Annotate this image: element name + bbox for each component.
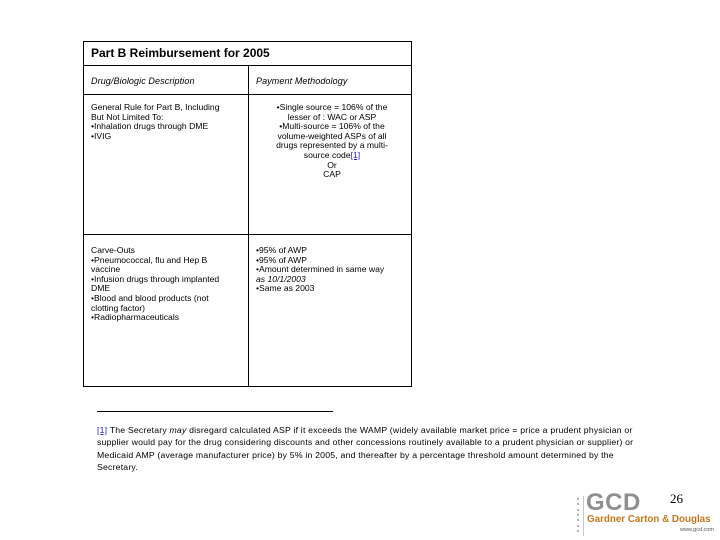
row-2-payment-line: •Amount determined in same way <box>256 264 385 275</box>
page-number: 26 <box>670 491 683 506</box>
row-2-payment-line: •95% of AWP <box>256 245 307 255</box>
row-1-payment-line: lesser of : WAC or ASP <box>287 111 377 122</box>
row-1-payment-line: •Multi-source = 106% of the <box>279 121 385 132</box>
table-title: Part B Reimbursement for 2005 <box>84 42 411 66</box>
row-2-description-line: DME <box>91 283 111 294</box>
footnote-emphasis: may <box>169 425 187 435</box>
row-1-description <box>91 103 220 141</box>
row-1-description-line: •IVIG <box>91 130 112 141</box>
reimbursement-table <box>83 41 412 387</box>
row-2-payment-line: as 10/1/2003 <box>256 273 306 284</box>
row-1-payment-line: Or <box>327 159 337 170</box>
firm-logo <box>575 489 720 540</box>
row-2-description-line: Carve-Outs <box>91 245 135 255</box>
row-2-payment <box>256 246 384 294</box>
logo-website: www.gcd.com <box>680 527 714 533</box>
footnote-ref-link[interactable]: [1] <box>97 425 108 435</box>
logo-dots <box>575 498 581 532</box>
footnote-link[interactable]: [1] <box>350 149 361 160</box>
row-1-payment-line: volume-weighted ASPs of all <box>277 130 387 141</box>
footnote-text-rest: disregard calculated ASP if it exceeds the WAMP (widely available market price = price a prudent physician or supplier would pay for the drug considering discounts and other concessions routinely available to a prudent physician or supplier) or Medicaid AMP (average manufacturer price) by 5% in 2005, and thereafter by a percentage threshold amount determined by the Secretary. <box>97 425 634 473</box>
row-1-description-line: •Inhalation drugs through DME <box>91 121 209 132</box>
row-2-payment-line: •Same as 2003 <box>256 283 315 294</box>
row-1-payment <box>250 103 414 180</box>
row-2-description-line: vaccine <box>91 264 121 275</box>
row-1-payment-text: source code <box>303 149 351 160</box>
row-1-payment-line: CAP <box>323 169 341 180</box>
logo-divider <box>583 496 584 536</box>
row-2-description-line: •Blood and blood products (not <box>91 292 209 303</box>
row-1-description-line: General Rule for Part B, Including <box>91 102 220 112</box>
logo-mark: GCD <box>586 489 641 516</box>
footnote-text: The Secretary <box>107 425 170 435</box>
header-drug-description: Drug/Biologic Description <box>91 76 195 86</box>
row-1-payment-line: •Single source = 106% of the <box>276 102 388 112</box>
row-1-description-line: But Not Limited To: <box>91 111 164 122</box>
footnote-rule <box>97 411 333 412</box>
header-divider <box>84 94 411 95</box>
footnote <box>97 424 642 474</box>
row-2-description-line: clotting factor) <box>91 302 145 313</box>
row-divider <box>84 234 411 235</box>
row-1-payment-line: drugs represented by a multi- <box>276 140 388 151</box>
row-2-description <box>91 246 219 323</box>
row-2-description-line: •Infusion drugs through implanted <box>91 273 220 284</box>
logo-firm-name: Gardner Carton & Douglas <box>587 514 711 525</box>
row-2-payment-line: •95% of AWP <box>256 254 307 265</box>
header-payment-methodology: Payment Methodology <box>256 76 348 86</box>
column-divider <box>248 66 249 386</box>
row-2-description-line: •Radiopharmaceuticals <box>91 312 180 323</box>
row-2-description-line: •Pneumococcal, flu and Hep B <box>91 254 208 265</box>
